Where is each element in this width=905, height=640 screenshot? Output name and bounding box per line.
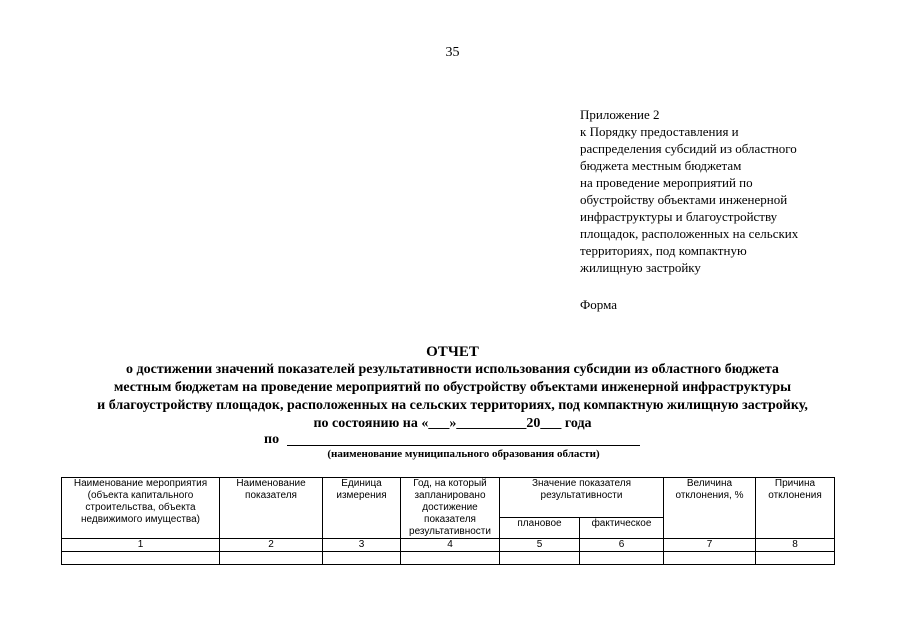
column-number: 6: [580, 539, 664, 552]
header-actual: фактическое: [580, 518, 664, 539]
report-date-line: по состоянию на «___»__________20___ года: [313, 416, 592, 431]
annex-line: на проведение мероприятий по: [580, 175, 753, 190]
report-title-line: о достижении значений показателей результативности использования субсидии из областного бюджета: [126, 362, 779, 377]
report-title: [0, 343, 905, 433]
table-cell[interactable]: [500, 552, 580, 565]
table-cell[interactable]: [580, 552, 664, 565]
table-cell[interactable]: [664, 552, 756, 565]
po-label: по: [264, 432, 280, 447]
annex-line: жилищную застройку: [580, 260, 701, 275]
annex-line: к Порядку предоставления и: [580, 124, 739, 139]
annex-line: территориях, под компактную: [580, 243, 747, 258]
header-unit: Единица измерения: [323, 478, 401, 539]
column-number: 5: [500, 539, 580, 552]
annex-line: обустройству объектами инженерной: [580, 192, 788, 207]
column-number: 1: [62, 539, 220, 552]
annex-line: бюджета местным бюджетам: [580, 158, 742, 173]
column-number: 4: [401, 539, 500, 552]
table-cell[interactable]: [401, 552, 500, 565]
header-activity-name: Наименование мероприятия (объекта капитального строительства, объекта недвижимого имущества): [62, 478, 220, 539]
column-number: 8: [756, 539, 835, 552]
form-label: Форма: [580, 297, 617, 312]
municipality-caption: (наименование муниципального образования области): [327, 448, 600, 460]
report-table: [61, 477, 835, 565]
table-cell[interactable]: [220, 552, 323, 565]
report-title-line: и благоустройству площадок, расположенных на сельских территориях, под компактную жилищную застройку,: [97, 398, 808, 413]
annex-line: инфраструктуры и благоустройству: [580, 209, 778, 224]
annex-line: площадок, расположенных на сельских: [580, 226, 799, 241]
table-header-row: [62, 478, 835, 518]
header-target-year: Год, на который запланировано достижение показателя результативности: [401, 478, 500, 539]
header-deviation-reason: Причина отклонения: [756, 478, 835, 539]
header-planned: плановое: [500, 518, 580, 539]
report-title-main: ОТЧЕТ: [426, 344, 479, 360]
annex-line: распределения субсидий из областного: [580, 141, 797, 156]
municipality-blank-line: [287, 445, 640, 446]
header-deviation-value: Величина отклонения, %: [664, 478, 756, 539]
column-number: 7: [664, 539, 756, 552]
column-number: 3: [323, 539, 401, 552]
header-indicator-value-group: Значение показателя результативности: [500, 478, 664, 518]
report-title-line: местным бюджетам на проведение мероприятий по обустройству объектами инженерной инфраструктуры: [113, 380, 792, 395]
page-number: 35: [445, 45, 460, 60]
header-indicator-name: Наименование показателя: [220, 478, 323, 539]
column-number: 2: [220, 539, 323, 552]
table-cell[interactable]: [323, 552, 401, 565]
table-column-numbers-row: [62, 539, 835, 552]
table-cell[interactable]: [62, 552, 220, 565]
table-row: [62, 552, 835, 565]
annex-block: [580, 106, 880, 276]
annex-line: Приложение 2: [580, 107, 660, 122]
table-cell[interactable]: [756, 552, 835, 565]
